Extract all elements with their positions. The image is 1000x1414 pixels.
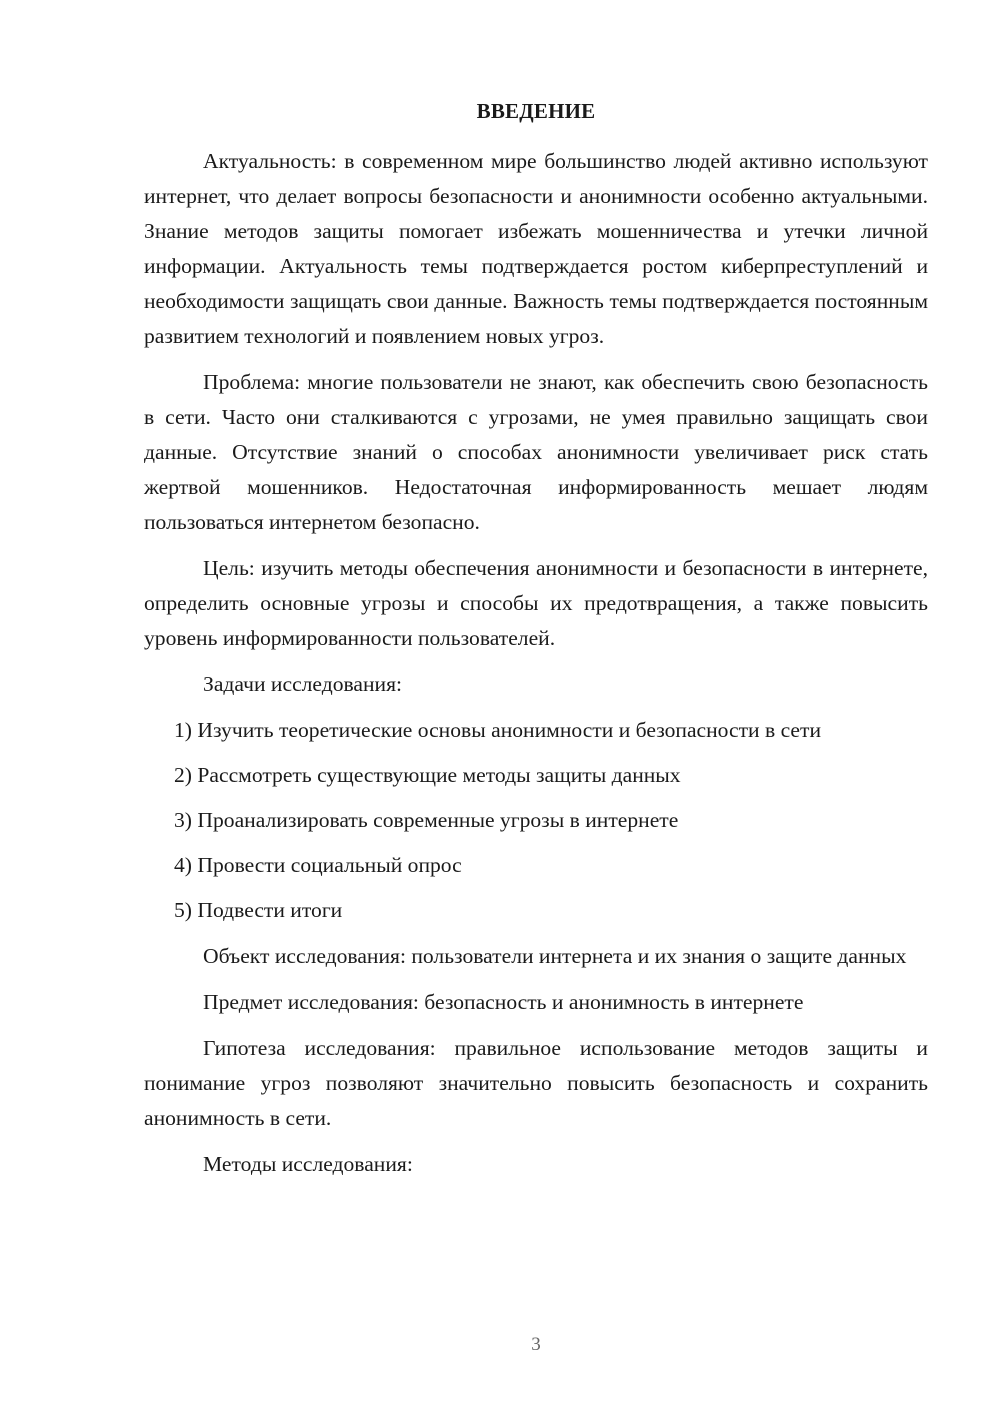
research-subject-paragraph: Предмет исследования: безопасность и анонимность в интернете [203, 990, 804, 1014]
tasks-list [144, 713, 928, 928]
methods-heading: Методы исследования: [203, 1152, 413, 1176]
document-body [144, 144, 928, 1193]
task-item: 4) Провести социальный опрос [174, 853, 462, 877]
section-title: ВВЕДЕНИЕ [476, 99, 596, 123]
tasks-heading: Задачи исследования: [203, 672, 403, 696]
task-item: 2) Рассмотреть существующие методы защиты данных [174, 763, 681, 787]
task-item: 5) Подвести итоги [174, 898, 343, 922]
page-number: 3 [531, 1334, 541, 1355]
task-item: 1) Изучить теоретические основы анонимности и безопасности в сети [174, 718, 822, 742]
research-object-paragraph: Объект исследования: пользователи интернета и их знания о защите данных [203, 944, 907, 968]
hypothesis-paragraph: Гипотеза исследования: правильное использование методов защиты и понимание угроз позволяют значительно повысить безопасность и сохранить анонимность в сети. [144, 1036, 928, 1130]
goal-paragraph: Цель: изучить методы обеспечения анонимности и безопасности в интернете, определить основные угрозы и способы их предотвращения, а также повысить уровень информированности пользователей. [144, 556, 928, 650]
problem-paragraph: Проблема: многие пользователи не знают, как обеспечить свою безопасность в сети. Часто они сталкиваются с угрозами, не умея правильно защищать свои данные. Отсутствие знаний о способах анонимности увеличивает риск стать жертвой мошенников. Недостаточная информированность мешает людям пользоваться интернетом безопасно. [144, 370, 928, 534]
task-item: 3) Проанализировать современные угрозы в интернете [174, 808, 679, 832]
relevance-paragraph: Актуальность: в современном мире большинство людей активно используют интернет, что делает вопросы безопасности и анонимности особенно актуальными. Знание методов защиты помогает избежать мошенничества и утечки личной информации. Актуальность темы подтверждается ростом киберпреступлений и необходимости защищать свои данные. Важность темы подтверждается постоянным развитием технологий и появлением новых угроз. [144, 149, 928, 348]
